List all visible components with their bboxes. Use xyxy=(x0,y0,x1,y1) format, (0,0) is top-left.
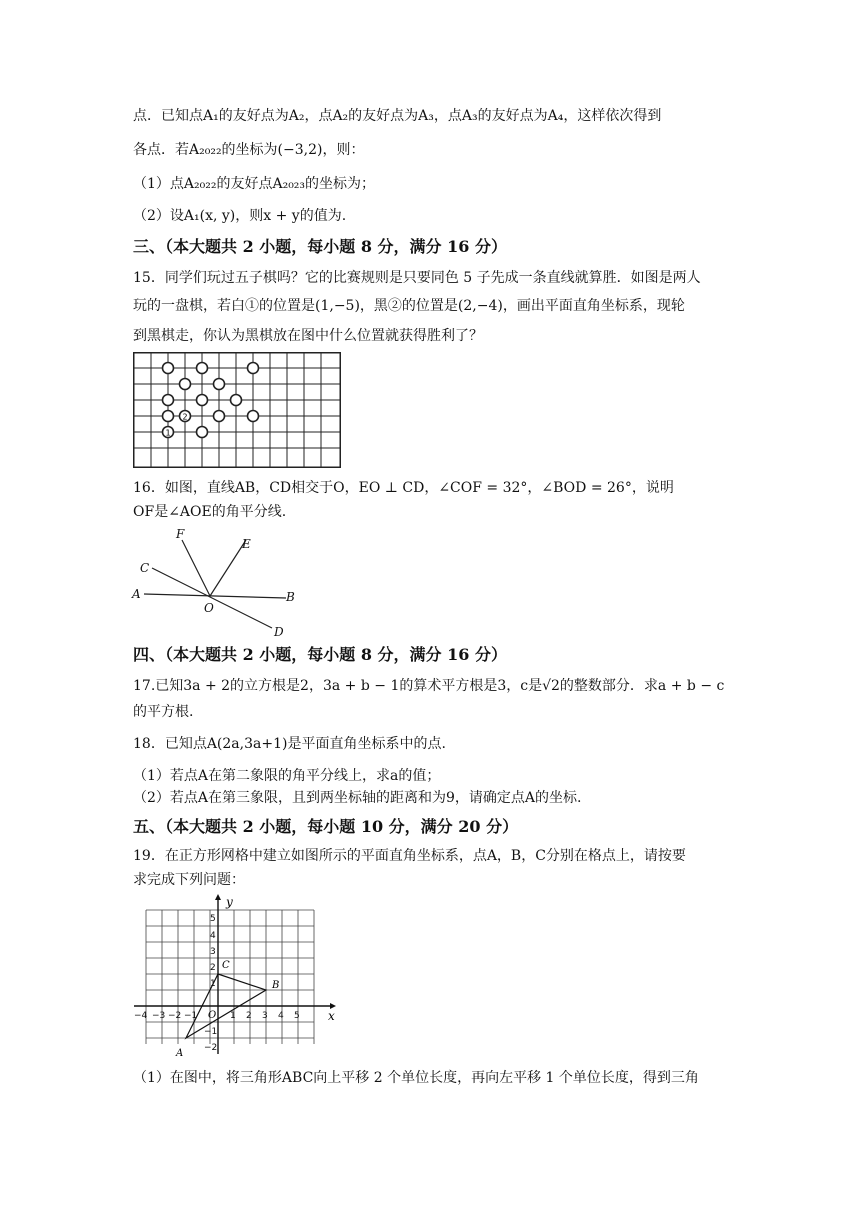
question-15: 玩的一盘棋，若白①的位置是(1,−5)，黑②的位置是(2,−4)，画出平面直角坐标系，现轮 xyxy=(133,298,685,314)
black-stone-label: 2 xyxy=(182,412,188,422)
white-stone xyxy=(163,395,174,406)
white-stone xyxy=(197,363,208,374)
label-F: F xyxy=(176,527,185,541)
x-tick: −3 xyxy=(152,1011,166,1021)
white-stone xyxy=(197,427,208,438)
question-15: 15．同学们玩过五子棋吗？它的比赛规则是只要同色 5 子先成一条直线就算胜．如图是两人 xyxy=(133,270,701,286)
white-stone xyxy=(214,379,225,390)
question-17: 17.已知3a + 2的立方根是2，3a + b − 1的算术平方根是3，c是√2的整数部分．求a + b − c xyxy=(133,678,725,694)
section-heading: 四、（本大题共 2 小题，每小题 8 分，满分 16 分） xyxy=(133,645,507,664)
question-19: 19．在正方形网格中建立如图所示的平面直角坐标系，点A，B，C分别在格点上，请按要 xyxy=(133,848,686,864)
white-stone xyxy=(197,395,208,406)
y-tick: 2 xyxy=(210,963,216,973)
origin-label: O xyxy=(208,1010,217,1021)
white-stone xyxy=(163,363,174,374)
white-stone xyxy=(180,379,191,390)
question-18: 18．已知点A(2a,3a+1)是平面直角坐标系中的点. xyxy=(133,736,446,752)
question-19: （1）在图中，将三角形ABC向上平移 2 个单位长度，再向左平移 1 个单位长度，得到三角 xyxy=(133,1070,699,1086)
gomoku-board-figure xyxy=(133,352,341,468)
y-tick: 4 xyxy=(210,931,216,941)
x-tick: −1 xyxy=(184,1011,198,1021)
question-18: （1）若点A在第二象限的角平分线上，求a的值； xyxy=(133,768,441,784)
question-19: 求完成下列问题： xyxy=(133,872,245,888)
label-B: B xyxy=(286,590,295,604)
label-C: C xyxy=(140,561,150,575)
x-tick: 1 xyxy=(230,1011,236,1021)
x-tick: −2 xyxy=(168,1011,182,1021)
x-tick: 4 xyxy=(278,1011,284,1021)
intersecting-lines-figure xyxy=(130,526,300,638)
x-tick: −4 xyxy=(134,1011,148,1021)
question-15: 到黑棋走，你认为黑棋放在图中什么位置就获得胜利了？ xyxy=(133,328,483,344)
label-A: A xyxy=(132,587,141,601)
question-18: （2）若点A在第三象限，且到两坐标轴的距离和为9，请确定点A的坐标. xyxy=(133,790,582,806)
white-stone xyxy=(163,411,174,422)
y-tick: 5 xyxy=(210,914,216,924)
point-A-label: A xyxy=(176,1048,184,1058)
white-stone xyxy=(214,411,225,422)
white-stone-label: 1 xyxy=(165,428,171,438)
question-16: OF是∠AOE的角平分线. xyxy=(133,504,287,520)
text-line: 各点．若A₂₀₂₂的坐标为(−3,2)，则： xyxy=(133,142,365,158)
y-tick: −1 xyxy=(204,1027,218,1037)
x-tick: 2 xyxy=(246,1011,252,1021)
question-17: 的平方根. xyxy=(133,704,194,720)
text-line: 点．已知点A₁的友好点为A₂，点A₂的友好点为A₃，点A₃的友好点为A₄，这样依次得到 xyxy=(133,108,662,124)
text-line: （1）点A₂₀₂₂的友好点A₂₀₂₃的坐标为； xyxy=(133,176,376,192)
x-axis-label: x xyxy=(328,1009,335,1023)
white-stone xyxy=(248,363,259,374)
label-O: O xyxy=(204,601,214,615)
x-tick: 3 xyxy=(262,1011,268,1021)
y-tick: 1 xyxy=(210,979,216,989)
question-16: 16．如图，直线AB，CD相交于O，EO ⊥ CD，∠COF = 32°，∠BOD = 26°，说明 xyxy=(133,480,674,496)
y-tick: −2 xyxy=(204,1043,218,1053)
point-C-label: C xyxy=(222,960,230,971)
coordinate-grid-figure xyxy=(130,894,342,1058)
white-stone xyxy=(231,395,242,406)
y-tick: 3 xyxy=(210,947,216,957)
y-axis-label: y xyxy=(226,895,233,909)
label-D: D xyxy=(274,625,284,638)
point-B-label: B xyxy=(272,980,280,991)
label-E: E xyxy=(242,537,251,551)
x-tick: 5 xyxy=(294,1011,300,1021)
white-stone xyxy=(248,411,259,422)
section-heading: 三、（本大题共 2 小题，每小题 8 分，满分 16 分） xyxy=(133,237,507,256)
text-line: （2）设A₁(x, y)，则x + y的值为. xyxy=(133,208,347,224)
section-heading: 五、（本大题共 2 小题，每小题 10 分，满分 20 分） xyxy=(133,817,519,836)
